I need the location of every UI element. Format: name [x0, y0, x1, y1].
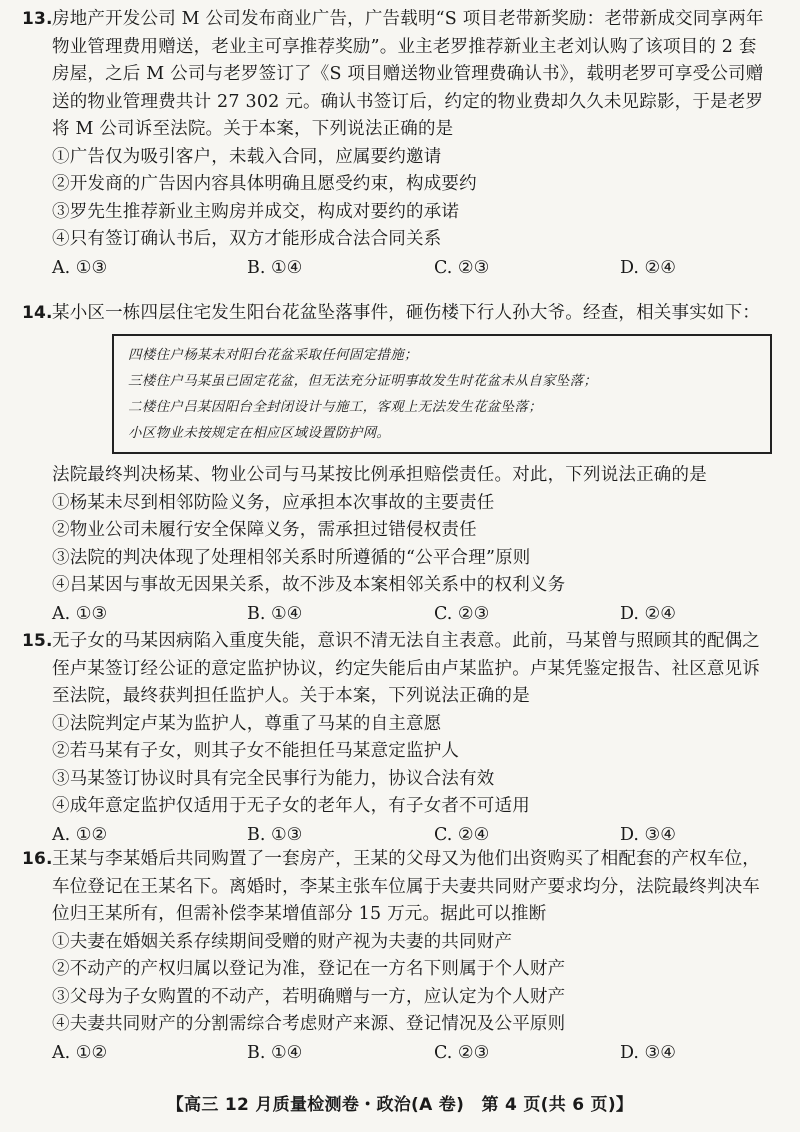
question-stem-line: 16.王某与李某婚后共同购置了一套房产，王某的父母又为他们出资购买了相配套的产权车位，: [22, 846, 780, 874]
question-stem-line: 侄卢某签订经公证的意定监护协议，约定失能后由卢某监护。卢某凭鉴定报告、社区意见诉: [52, 658, 760, 679]
statement: ②物业公司未履行安全保障义务，需承担过错侵权责任: [52, 520, 477, 540]
option-b[interactable]: B. ①④: [247, 257, 303, 278]
statement: ①夫妻在婚姻关系存续期间受赠的财产视为夫妻的共同财产: [52, 931, 513, 952]
answer-options: [22, 600, 780, 628]
question-number: 16.: [22, 849, 53, 869]
question-number: 14.: [22, 303, 53, 323]
fact-line: 小区物业未按规定在相应区域设置防护网。: [128, 425, 391, 441]
question-stem-line: 14.某小区一栋四层住宅发生阳台花盆坠落事件，砸伤楼下行人孙大爷。经查，相关事实如下：: [22, 300, 780, 328]
question-15: [22, 628, 780, 849]
statement: ①杨某未尽到相邻防险义务，应承担本次事故的主要责任: [52, 492, 495, 513]
option-a[interactable]: A. ①③: [52, 603, 108, 624]
question-number: 13.: [22, 9, 53, 29]
option-c[interactable]: C. ②④: [434, 824, 490, 845]
question-stem-line: 车位登记在王某名下。离婚时，李某主张车位属于夫妻共同财产要求均分，法院最终判决车: [52, 876, 760, 897]
statement: ③法院的判决体现了处理相邻关系时所遵循的“公平合理”原则: [52, 547, 531, 568]
answer-options: [22, 1039, 780, 1067]
option-c[interactable]: C. ②③: [434, 1042, 490, 1063]
statement: ③父母为子女购置的不动产，若明确赠与一方，应认定为个人财产: [52, 986, 566, 1007]
statement: ④成年意定监护仅适用于无子女的老年人，有子女者不可适用: [52, 796, 530, 816]
fact-line: 二楼住户吕某因阳台全封闭设计与施工，客观上无法发生花盆坠落；: [128, 399, 542, 415]
statement: ②若马某有子女，则其子女不能担任马某意定监护人: [52, 741, 460, 761]
option-a[interactable]: A. ①③: [52, 257, 108, 278]
fact-line: 四楼住户杨某未对阳台花盆采取任何固定措施；: [128, 347, 418, 363]
question-16: [22, 846, 780, 1067]
statement: ④吕某因与事故无因果关系，故不涉及本案相邻关系中的权利义务: [52, 575, 566, 595]
question-stem-line: 物业管理费用赠送，老业主可享推荐奖励”。业主老罗推荐新业主老刘认购了该项目的 2 套: [52, 36, 757, 57]
question-stem-line: 法院最终判决杨某、物业公司与马某按比例承担赔偿责任。对此，下列说法正确的是: [52, 465, 707, 485]
answer-options: [22, 821, 780, 849]
option-d[interactable]: D. ②④: [620, 603, 676, 624]
question-14: [22, 300, 780, 328]
answer-options: [22, 254, 780, 282]
statement: ③马某签订协议时具有完全民事行为能力，协议合法有效: [52, 768, 495, 789]
option-a[interactable]: A. ①②: [52, 1042, 108, 1063]
question-stem-line: 将 M 公司诉至法院。关于本案，下列说法正确的是: [52, 119, 454, 139]
statement: ①法院判定卢某为监护人，尊重了马某的自主意愿: [52, 713, 442, 734]
question-14-continued: [22, 462, 780, 628]
question-stem-line: 房屋，之后 M 公司与老罗签订了《S 项目赠送物业管理费确认书》，载明老罗可享受公司赠: [52, 64, 764, 84]
question-number: 15.: [22, 631, 53, 651]
question-stem-line: 位归王某所有，但需补偿李某增值部分 15 万元。据此可以推断: [52, 904, 547, 924]
option-d[interactable]: D. ③④: [620, 1042, 676, 1063]
option-c[interactable]: C. ②③: [434, 257, 490, 278]
facts-box: [112, 334, 772, 454]
question-stem-line: 13.房地产开发公司 M 公司发布商业广告，广告载明“S 项目老带新奖励：老带新成交同享两年: [22, 6, 780, 34]
option-d[interactable]: D. ②④: [620, 257, 676, 278]
option-d[interactable]: D. ③④: [620, 824, 676, 845]
question-stem-line: 至法院，最终获判担任监护人。关于本案，下列说法正确的是: [52, 686, 530, 706]
option-a[interactable]: A. ①②: [52, 824, 108, 845]
question-stem-line: 送的物业管理费共计 27 302 元。确认书签订后，约定的物业费却久久未见踪影，于是老罗: [52, 91, 764, 112]
statement: ③罗先生推荐新业主购房并成交，构成对要约的承诺: [52, 201, 460, 222]
statement: ②开发商的广告因内容具体明确且愿受约束，构成要约: [52, 174, 477, 194]
page-footer: 【高三 12 月质量检测卷・政治(A 卷) 第 4 页(共 6 页)】: [166, 1095, 634, 1115]
statement: ②不动产的产权归属以登记为准，登记在一方名下则属于个人财产: [52, 959, 566, 979]
statement: ④只有签订确认书后，双方才能形成合法合同关系: [52, 229, 442, 249]
statement: ①广告仅为吸引客户，未载入合同，应属要约邀请: [52, 146, 442, 167]
fact-line: 三楼住户马某虽已固定花盆，但无法充分证明事故发生时花盆未从自家坠落；: [128, 373, 598, 389]
option-b[interactable]: B. ①④: [247, 1042, 303, 1063]
option-c[interactable]: C. ②③: [434, 603, 490, 624]
question-13: [22, 6, 780, 282]
option-b[interactable]: B. ①④: [247, 603, 303, 624]
statement: ④夫妻共同财产的分割需综合考虑财产来源、登记情况及公平原则: [52, 1014, 566, 1034]
option-b[interactable]: B. ①③: [247, 824, 303, 845]
question-stem-line: 15.无子女的马某因病陷入重度失能，意识不清无法自主表意。此前，马某曾与照顾其的配偶之: [22, 628, 780, 656]
